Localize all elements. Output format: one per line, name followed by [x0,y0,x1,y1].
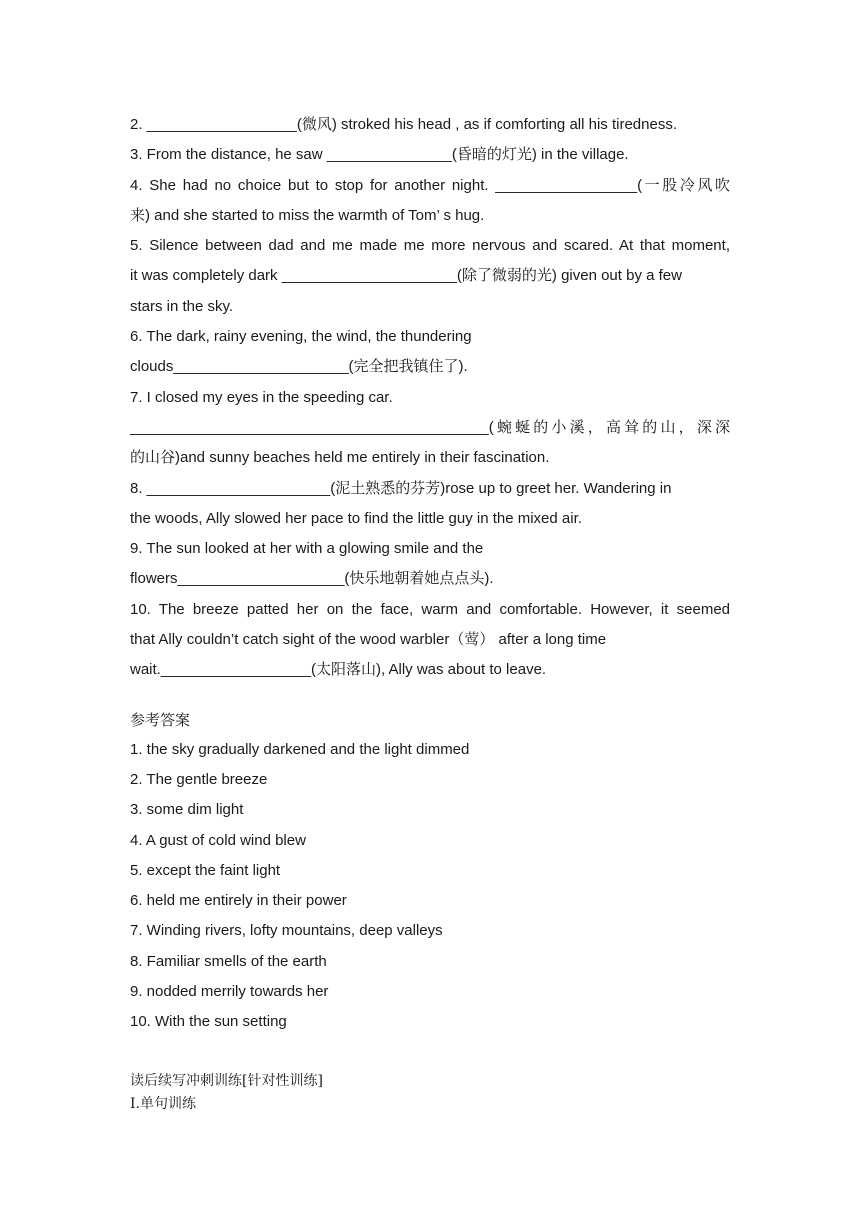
question-4-line-1: 4. She had no choice but to stop for another night. _________________(一股冷风吹 [130,176,730,194]
question-10-line-2: that Ally couldn’t catch sight of the wood warbler（莺） after a long time [130,631,607,649]
question-7-line-2: ___________________________________________(蜿蜒的小溪，高耸的山，深深 [130,418,730,436]
question-9-line-2: flowers____________________(快乐地朝着她点点头). [130,570,494,588]
answer-item: 5. except the faint light [130,861,281,879]
answer-item: 10. With the sun setting [130,1013,287,1031]
question-10-line-3: wait.__________________(太阳落山), Ally was about to leave. [130,661,547,679]
question-2-line-1: 2. __________________(微风) stroked his head , as if comforting all his tiredness. [130,116,677,133]
question-3-line-1: 3. From the distance, he saw _______________(昏暗的灯光) in the village. [130,146,629,164]
answer-item: 3. some dim light [130,801,244,819]
section-gap [130,686,730,705]
question-5-line-3: stars in the sky. [130,297,234,315]
question-6-line-2: clouds_____________________(完全把我镇住了). [130,358,468,376]
answer-item: 6. held me entirely in their power [130,892,347,910]
answer-key-title: 参考答案 [130,710,191,729]
question-7-line-3: 的山谷)and sunny beaches held me entirely in their fascination. [130,449,550,467]
question-5-line-2: it was completely dark _____________________(除了微弱的光) given out by a few [130,267,682,285]
answer-item: 7. Winding rivers, lofty mountains, deep valleys [130,922,443,940]
answer-item: 8. Familiar smells of the earth [130,952,327,970]
question-5-line-1: 5. Silence between dad and me made me more nervous and scared. At that moment, [130,237,730,255]
question-4-line-2: 来) and she started to miss the warmth of Tom’ s hug. [130,206,485,224]
question-9-line-1: 9. The sun looked at her with a glowing smile and the [130,540,484,558]
answer-item: 9. nodded merrily towards her [130,983,329,1001]
question-7-line-1: 7. I closed my eyes in the speeding car. [130,388,393,406]
exercise-list [130,110,730,686]
next-section-title: 读后续写冲刺训练[针对性训练] [130,1073,323,1089]
question-8-line-1: 8. ______________________(泥土熟悉的芬芳)rose up to greet her. Wandering in [130,479,672,497]
question-8-line-2: the woods, Ally slowed her pace to find the little guy in the mixed air. [130,509,582,527]
next-section-header [130,1070,323,1116]
answer-item: 4. A gust of cold wind blew [130,831,306,849]
document-body [130,110,730,1038]
answer-item: 2. The gentle breeze [130,770,268,788]
question-10-line-1: 10. The breeze patted her on the face, warm and comfortable. However, it seemed [130,600,730,618]
question-6-line-1: 6. The dark, rainy evening, the wind, the thundering [130,328,472,346]
answer-item: 1. the sky gradually darkened and the light dimmed [130,740,470,758]
answer-key [130,705,730,1038]
next-section-subtitle: Ⅰ.单句训练 [130,1096,196,1112]
